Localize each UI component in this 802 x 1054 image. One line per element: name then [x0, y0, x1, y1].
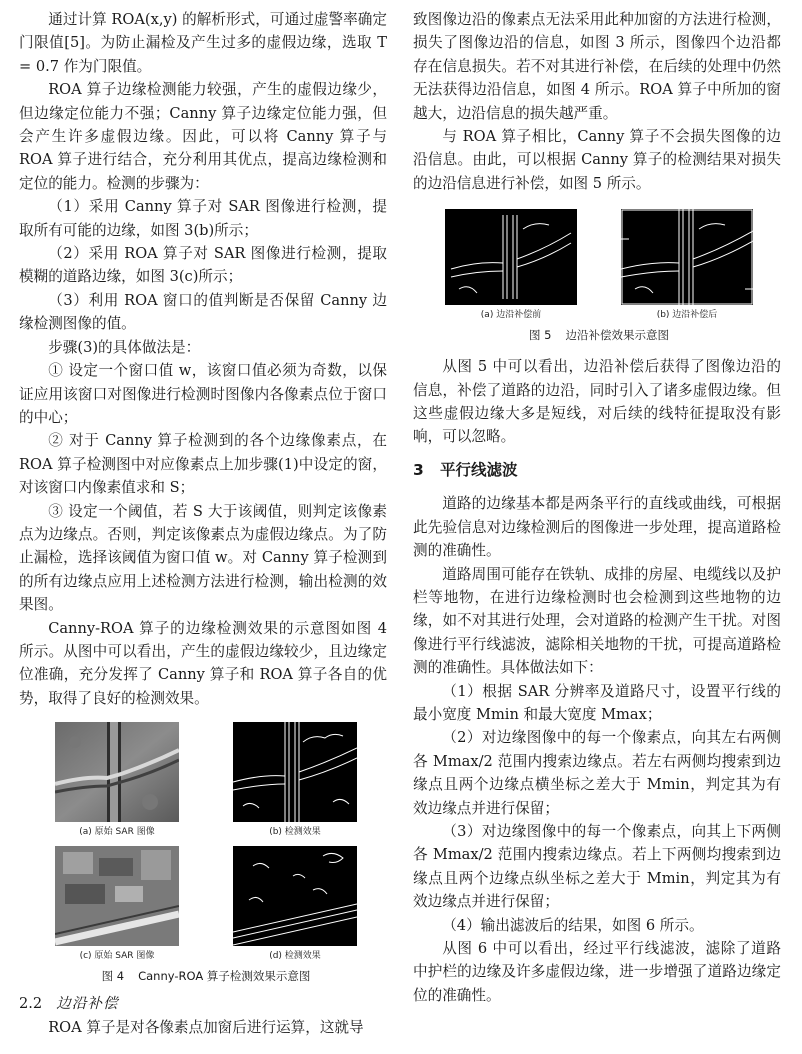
- section-heading: [413, 459, 781, 482]
- section-number: 3: [413, 460, 424, 479]
- section-heading: [19, 992, 387, 1015]
- paragraph: 从图 5 中可以看出，边沿补偿后获得了图像边沿的信息，补偿了道路的边沿，同时引入了诸多虚假边缘。但这些虚假边缘大多是短线，对后续的线特征提取没有影响，可以忽略。: [413, 358, 781, 446]
- list-item: （3）对边缘图像中的每一个像素点，向其上下两侧各 Mmax/2 范围内搜索边缘点。若上下两侧均搜索到边缘点且两个边缘点纵坐标之差大于 Mmin，判定其为有效边缘点并进行保留；: [413, 822, 781, 911]
- section-title: 平行线滤波: [440, 460, 518, 479]
- figure-caption: [55, 968, 357, 984]
- paragraph: 道路周围可能存在铁轨、成排的房屋、电缆线以及护栏等地物，在进行边缘检测时也会检测到这些地物的边缘，如不对其进行处理，会对道路的检测产生干扰。对图像进行平行线滤波，滤除相关地物的干扰，可提高道路检测的准确性。具体做法如下：: [413, 565, 781, 677]
- list-item: ② 对于 Canny 算子检测到的各个边缘像素点，在 ROA 算子检测图中对应像素点上加步骤(1)中设定的窗，对该窗口内像素值求和 S；: [19, 432, 387, 497]
- list-item: （2）对边缘图像中的每一个像素点，向其左右两侧各 Mmax/2 范围内搜索边缘点。若左右两侧均搜索到边缘点且两个边缘点横坐标之差大于 Mmin，判定其为有效边缘点并进行保留；: [413, 729, 781, 817]
- paragraph: 道路的边缘基本都是两条平行的直线或曲线，可根据此先验信息对边缘检测后的图像进一步处理，提高道路检测的准确性。: [413, 495, 781, 560]
- paragraph: 致图像边沿的像素点无法采用此种加窗的方法进行检测，损失了图像边沿的信息，如图 3 所示，图像四个边沿都存在信息损失。若不对其进行补偿，在后续的处理中仍然无法获得边沿信息，如图 4 所示。ROA 算子中所加的窗越大，边沿信息的损失越严重。: [413, 11, 781, 122]
- right-column: [413, 8, 781, 1007]
- edge-after: [621, 209, 753, 305]
- caption-b: (b) 检测效果: [269, 827, 321, 838]
- edge-result-b: [233, 722, 357, 822]
- list-item: （1）根据 SAR 分辨率及道路尺寸，设置平行线的最小宽度 Mmin 和最大宽度 Mmax；: [413, 682, 781, 723]
- paragraph: ROA 算子边缘检测能力较强，产生的虚假边缘少，但边缘定位能力不强；Canny 算子边缘定位能力强，但会产生许多虚假边缘。因此，可以将 Canny 算子与 ROA 算子进行结合，充分利用其优点，提高边缘检测和定位的能力。检测的步骤为：: [19, 81, 387, 192]
- list-item: ① 设定一个窗口值 w，该窗口值必须为奇数，以保证应用该窗口对图像进行检测时图像内各像素点位于窗口的中心；: [19, 362, 387, 426]
- left-column: [19, 8, 387, 1039]
- list-item: （2）采用 ROA 算子对 SAR 图像进行检测，提取模糊的道路边缘，如图 3(c)所示；: [19, 245, 387, 286]
- caption-b: (b) 边沿补偿后: [656, 310, 718, 321]
- figure-number: 图 5: [529, 328, 552, 343]
- section-number: 2.2: [19, 995, 43, 1013]
- figure-5: [413, 209, 781, 343]
- list-item: （3）利用 ROA 窗口的值判断是否保留 Canny 边缘检测图像的值。: [19, 291, 387, 333]
- figure-title: Canny-ROA 算子检测效果示意图: [138, 969, 311, 984]
- list-item: ③ 设定一个阈值，若 S 大于该阈值，则判定该像素点为边缘点。否则，判定该像素点为虚假边缘点。为了防止漏检，选择该阈值为窗口值 w。对 Canny 算子检测到的所有边缘点应用上述检测方法进行检测，输出检测的效果图。: [19, 502, 387, 614]
- sar-image-c: [55, 846, 179, 946]
- figure-number: 图 4: [101, 969, 125, 984]
- list-item: （4）输出滤波后的结果，如图 6 所示。: [442, 916, 704, 934]
- figure-4: [19, 722, 387, 984]
- paragraph: 从图 6 中可以看出，经过平行线滤波，滤除了道路中护栏的边缘及许多虚假边缘，进一步增强了道路边缘定位的准确性。: [413, 940, 781, 1004]
- paragraph: Canny-ROA 算子的边缘检测效果的示意图如图 4 所示。从图中可以看出，产生的虚假边缘较少，且边缘定位准确，充分发挥了 Canny 算子和 ROA 算子各自的优势，取得了良好的检测效果。: [19, 619, 387, 707]
- sar-image-a: [55, 722, 179, 822]
- figure-caption: [445, 327, 753, 343]
- figure-title: 边沿补偿效果示意图: [565, 328, 669, 343]
- paragraph: 步骤(3)的具体做法是：: [48, 338, 201, 356]
- paragraph: 通过计算 ROA(x,y) 的解析形式，可通过虚警率确定门限值[5]。为防止漏检及产生过多的虚假边缘，选取 T = 0.7 作为门限值。: [19, 11, 387, 75]
- list-item: （1）采用 Canny 算子对 SAR 图像进行检测，提取所有可能的边缘，如图 3(b)所示；: [19, 198, 387, 239]
- caption-c: (c) 原始 SAR 图像: [79, 951, 155, 962]
- edge-result-d: [233, 846, 357, 946]
- edge-before: [445, 209, 577, 305]
- caption-d: (d) 检测效果: [269, 951, 321, 962]
- section-title: 边沿补偿: [56, 995, 119, 1013]
- caption-a: (a) 边沿补偿前: [480, 310, 542, 321]
- caption-a: (a) 原始 SAR 图像: [79, 827, 155, 838]
- paragraph: ROA 算子是对各像素点加窗后进行运算，这就导: [48, 1018, 364, 1036]
- paragraph: 与 ROA 算子相比，Canny 算子不会损失图像的边沿信息。由此，可以根据 Canny 算子的检测结果对损失的边沿信息进行补偿，如图 5 所示。: [413, 128, 781, 192]
